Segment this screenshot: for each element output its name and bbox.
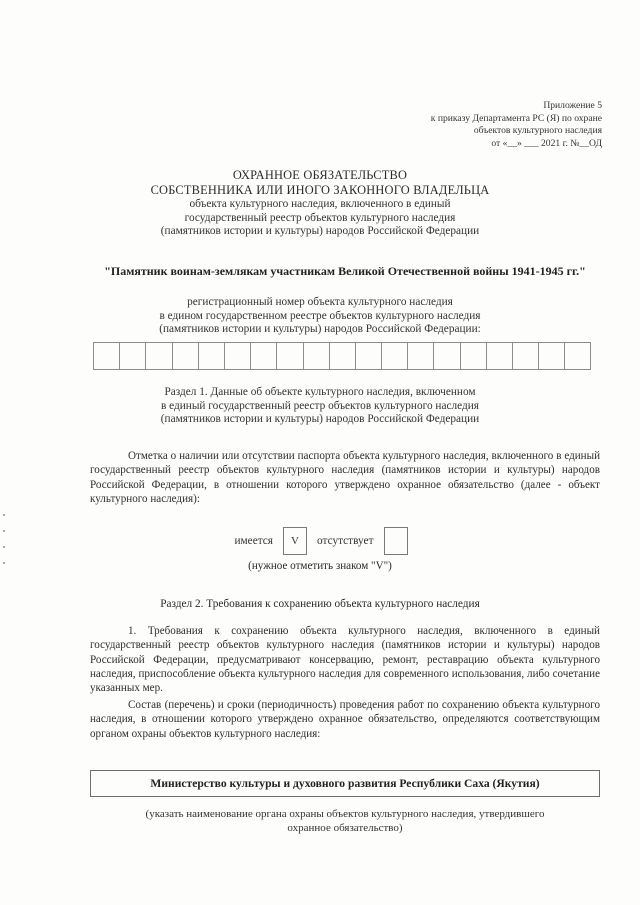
section-2-heading: Раздел 2. Требования к сохранению объекта культурного наследия bbox=[160, 598, 480, 610]
regnum-cell bbox=[93, 342, 119, 370]
title-line-2: СОБСТВЕННИКА ИЛИ ИНОГО ЗАКОННОГО ВЛАДЕЛЬЦА bbox=[150, 183, 490, 197]
passport-choice bbox=[0, 527, 640, 555]
regnum-cell bbox=[119, 342, 145, 370]
authority-note-line-1: (указать наименование органа охраны объектов культурного наследия, утвердившего bbox=[145, 808, 545, 820]
regnum-cell bbox=[145, 342, 171, 370]
authority-name-box bbox=[90, 770, 600, 797]
appendix-header bbox=[431, 100, 602, 150]
regnum-cell bbox=[486, 342, 512, 370]
regnum-cell bbox=[276, 342, 302, 370]
present-checkbox[interactable]: V bbox=[283, 527, 307, 555]
regnum-cell bbox=[198, 342, 224, 370]
appendix-line-2: к приказу Департамента РС (Я) по охране bbox=[430, 112, 602, 124]
scan-mark bbox=[3, 530, 5, 532]
regnum-cell bbox=[512, 342, 538, 370]
regnum-cell bbox=[433, 342, 459, 370]
appendix-line-3: объектов культурного наследия bbox=[473, 125, 602, 136]
regnum-line-1: регистрационный номер объекта культурного наследия bbox=[187, 296, 453, 308]
regnum-line-2: в едином государственном реестре объектов культурного наследия bbox=[159, 309, 481, 322]
scan-mark bbox=[3, 562, 5, 564]
scan-mark bbox=[3, 514, 5, 516]
absent-checkbox[interactable] bbox=[384, 527, 408, 555]
present-label: имеется bbox=[234, 535, 273, 547]
regnum-cell bbox=[407, 342, 433, 370]
regnum-cell bbox=[355, 342, 381, 370]
regnum-cell bbox=[329, 342, 355, 370]
regnum-cell bbox=[381, 342, 407, 370]
scan-margin-marks bbox=[3, 500, 7, 580]
works-paragraph: Состав (перечень) и сроки (периодичность) проведения работ по сохранению объекта культурного наследия, в отношении которого утверждено охранное обязательство, определяются соответствующим органом охраны объектов культурного наследия: bbox=[90, 699, 600, 740]
title-line-1: ОХРАННОЕ ОБЯЗАТЕЛЬСТВО bbox=[232, 168, 408, 182]
section-1-line-3: (памятников истории и культуры) народов Российской Федерации bbox=[160, 413, 480, 426]
regnum-grid bbox=[93, 342, 591, 370]
document-title bbox=[0, 168, 640, 239]
authority-note-line-2: охранное обязательство) bbox=[287, 821, 403, 834]
scan-mark bbox=[3, 546, 5, 548]
passport-paragraph: Отметка о наличии или отсутствии паспорта объекта культурного наследия, включенного в единый государственный реестр объектов культурного наследия (памятников истории и культуры) народов Российской Федерации, в отношении которого утверждено охранное обязательство (далее - объект культурного наследия): bbox=[90, 450, 600, 505]
section-1-line-2: в единый государственный реестр объектов культурного наследия bbox=[160, 399, 480, 412]
appendix-line-1: Приложение 5 bbox=[543, 100, 602, 111]
regnum-cell bbox=[564, 342, 590, 370]
monument-name: "Памятник воинам-землякам участникам Великой Отечественной войны 1941-1945 гг." bbox=[104, 264, 586, 278]
regnum-cell bbox=[224, 342, 250, 370]
title-line-3: объекта культурного наследия, включенного в единый bbox=[189, 198, 451, 210]
authority-name: Министерство культуры и духовного развития Республики Саха (Якутия) bbox=[150, 777, 540, 790]
regnum-cell bbox=[250, 342, 276, 370]
requirements-paragraph: 1. Требования к сохранению объекта культурного наследия, включенного в единый государственный реестр объектов культурного наследия (памятников истории и культуры) народов Российской Федерации, предусматривают консервацию, ремонт, реставрацию объекта культурного наследия, приспособление объекта культурного наследия для современного использования, либо сочетание указанных мер. bbox=[90, 625, 600, 695]
regnum-line-3: (памятников истории и культуры) народов Российской Федерации: bbox=[159, 323, 481, 336]
title-line-5: (памятников истории и культуры) народов Российской Федерации bbox=[160, 225, 480, 238]
regnum-cell bbox=[303, 342, 329, 370]
section-1-line-1: Раздел 1. Данные об объекте культурного наследия, включенном bbox=[164, 386, 476, 398]
appendix-line-4: от «__» ___ 2021 г. №__ОД bbox=[491, 137, 602, 149]
regnum-caption bbox=[0, 296, 640, 337]
choice-note: (нужное отметить знаком "V") bbox=[248, 560, 392, 572]
section-1-heading bbox=[0, 386, 640, 427]
regnum-cell bbox=[460, 342, 486, 370]
regnum-cell bbox=[538, 342, 564, 370]
absent-label: отсутствует bbox=[317, 535, 374, 547]
title-line-4: государственный реестр объектов культурного наследия bbox=[184, 211, 456, 224]
regnum-cell bbox=[172, 342, 198, 370]
authority-note bbox=[90, 808, 600, 835]
